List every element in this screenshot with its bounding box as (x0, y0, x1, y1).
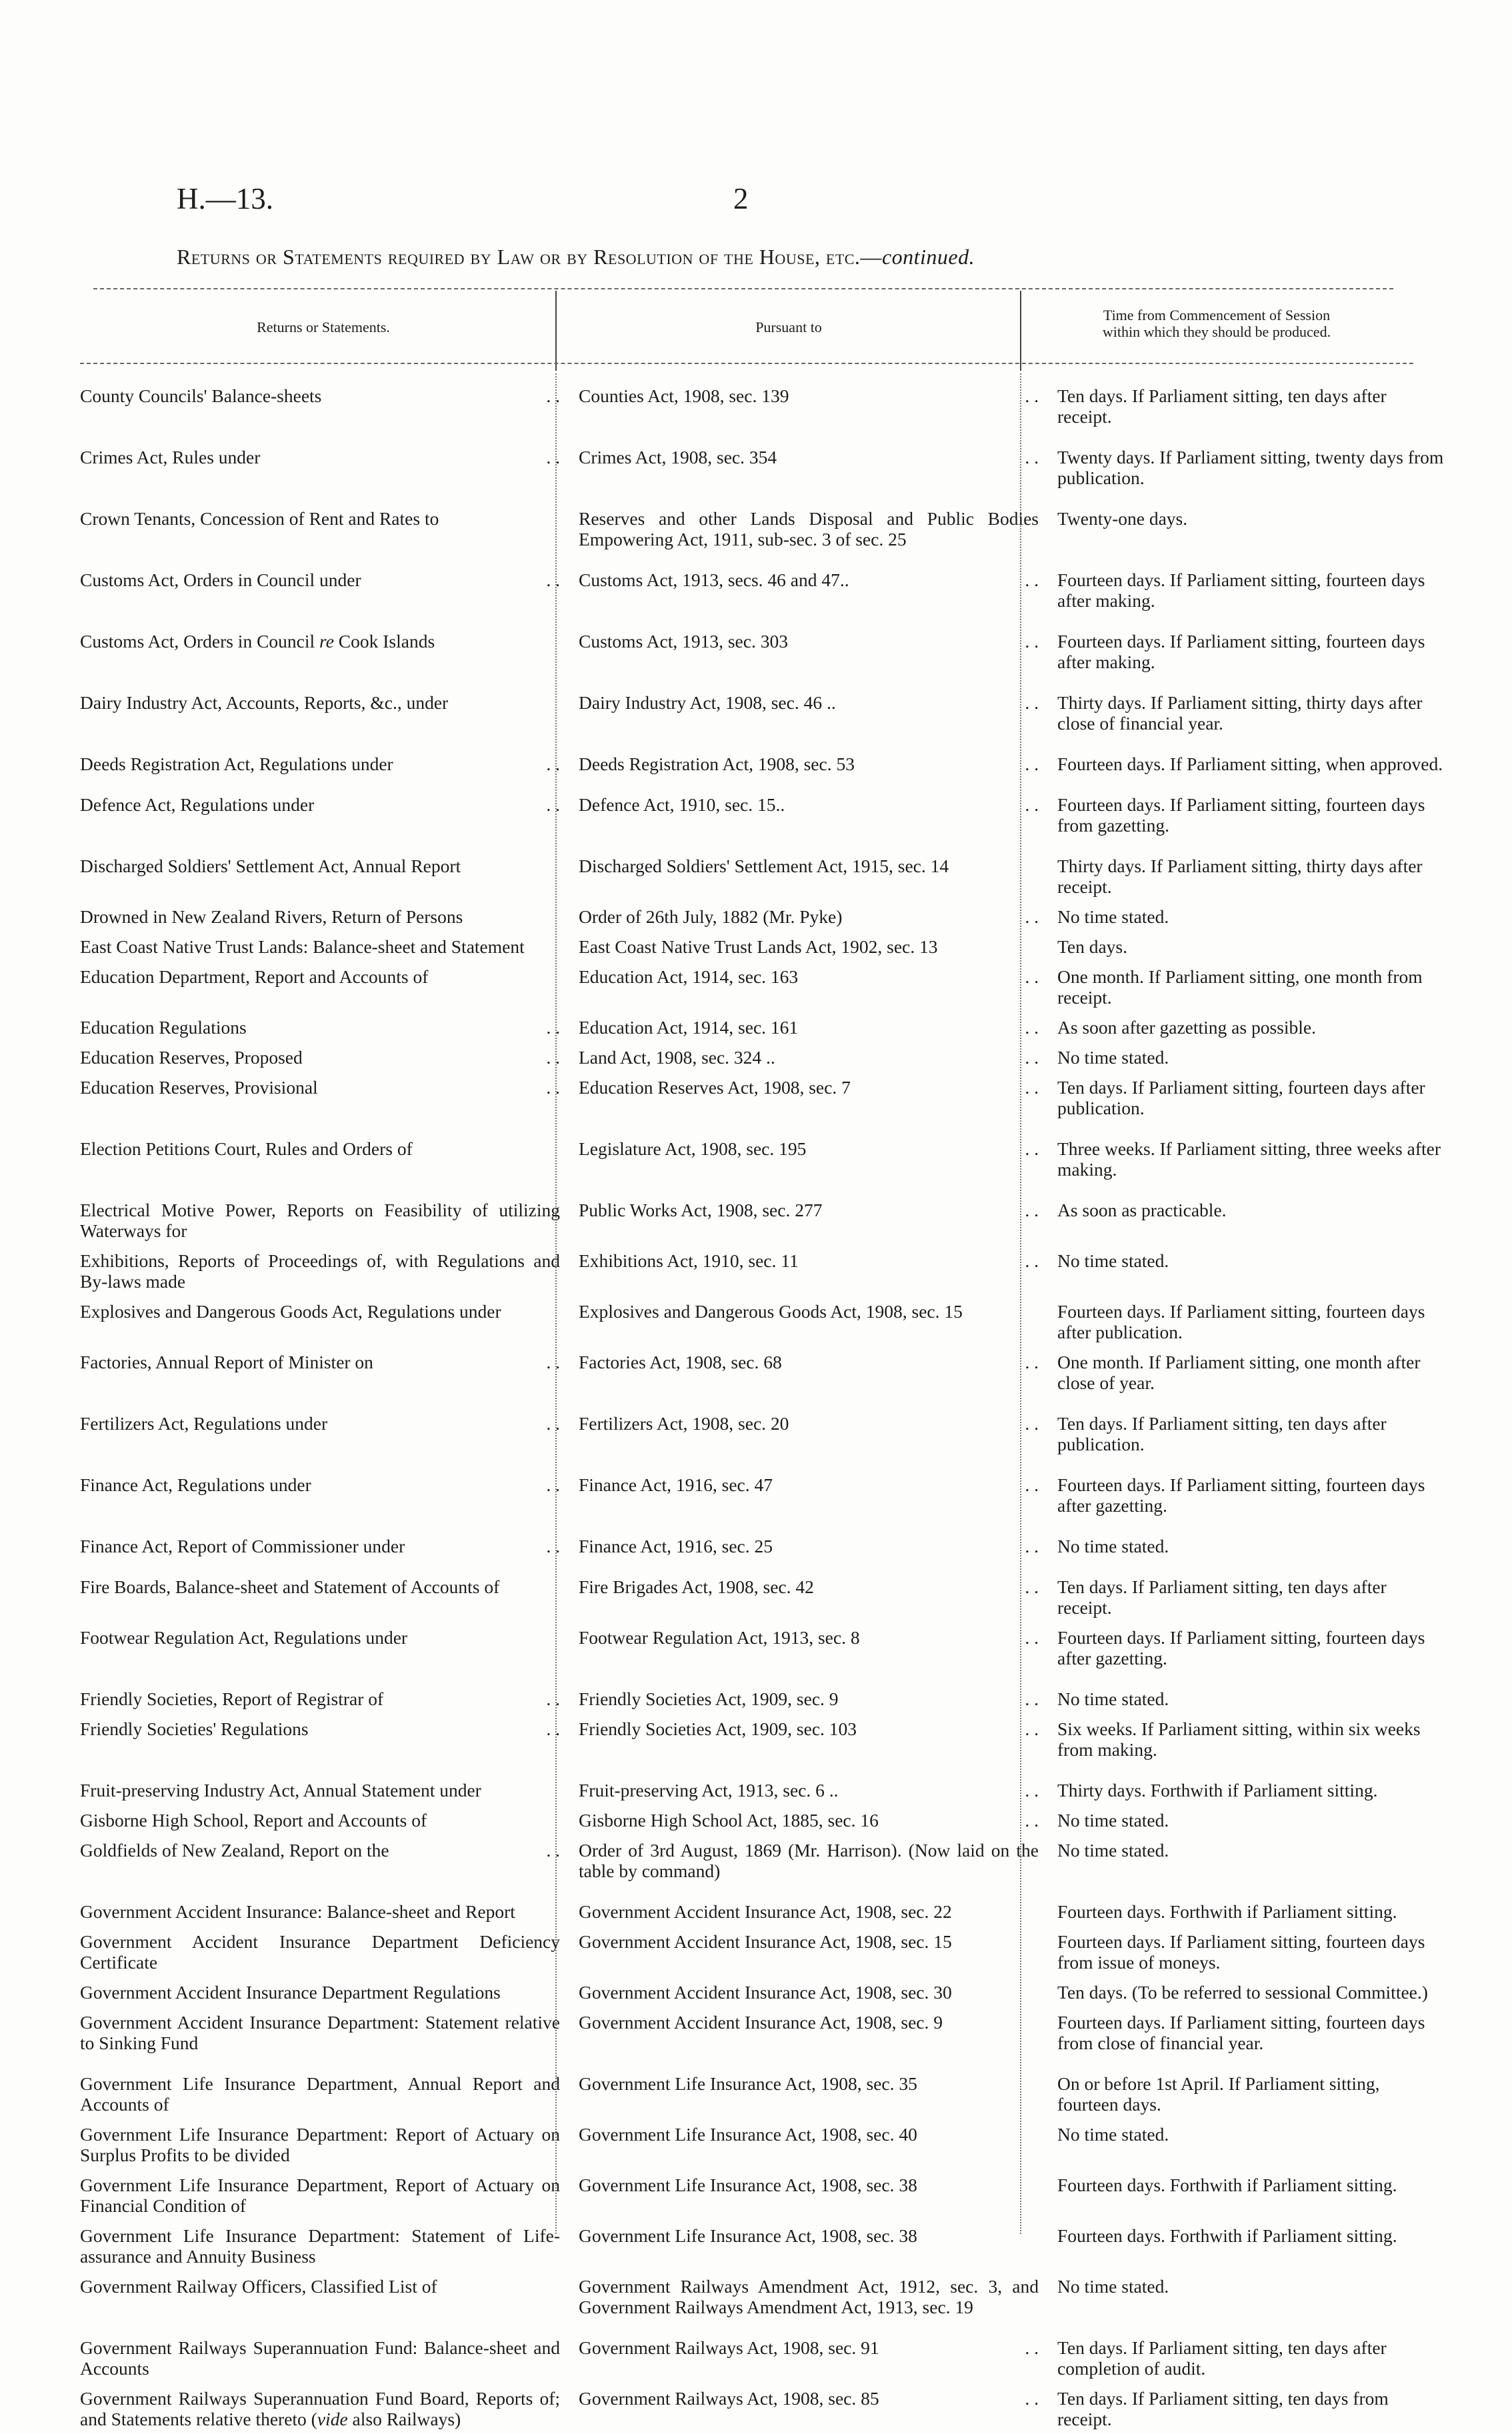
leader-dots: . . (546, 1474, 560, 1495)
time-cell: No time stated. (1057, 2276, 1169, 2297)
pursuant-cell: Footwear Regulation Act, 1913, sec. 8 . . (579, 1627, 1039, 1648)
time-cell: Three weeks. If Parliament sitting, three weeks after making. (1057, 1138, 1441, 1180)
row-spacer (0, 897, 1512, 906)
returns-cell: Fire Boards, Balance-sheet and Statement of Accounts of (80, 1576, 500, 1597)
time-cell: Fourteen days. If Parliament sitting, when approved. (1057, 754, 1443, 774)
pursuant-cell: Government Accident Insurance Act, 1908, sec. 30 (579, 1982, 952, 2003)
returns-cell: Exhibitions, Reports of Proceedings of, with Regulations and By-laws made (80, 1250, 560, 1292)
returns-cell: Defence Act, Regulations under . . (80, 794, 560, 815)
row-spacer (0, 1668, 1512, 1688)
row-spacer (0, 1118, 1512, 1138)
pursuant-cell: Government Accident Insurance Act, 1908, sec. 22 (579, 1901, 952, 1922)
time-cell: No time stated. (1057, 1250, 1169, 1271)
leader-dots: . . (546, 1047, 560, 1068)
leader-dots: . . (1025, 1627, 1039, 1648)
pursuant-cell: Government Railways Act, 1908, sec. 91 . . (579, 2337, 1039, 2358)
time-cell: Fourteen days. If Parliament sitting, fourteen days from issue of moneys. (1057, 1931, 1425, 1973)
table-row (0, 1352, 1512, 1393)
row-spacer (0, 2216, 1512, 2225)
pursuant-cell: Government Life Insurance Act, 1908, sec. 35 (579, 2073, 917, 2094)
pursuant-cell: Government Accident Insurance Act, 1908, sec. 15 (579, 1931, 952, 1952)
time-cell: No time stated. (1057, 1047, 1169, 1068)
row-spacer (0, 2379, 1512, 2388)
leader-dots: . . (1025, 966, 1039, 987)
returns-cell: Crown Tenants, Concession of Rent and Rates to (80, 508, 439, 529)
time-cell: Ten days. If Parliament sitting, ten days after completion of audit. (1057, 2337, 1387, 2379)
returns-cell: Government Life Insurance Department, Annual Report and Accounts of (80, 2073, 560, 2115)
pursuant-cell: Defence Act, 1910, sec. 15.. . . (579, 794, 1039, 815)
pursuant-cell: Government Railways Act, 1908, sec. 85 . . (579, 2388, 1039, 2409)
leader-dots: . . (1025, 1200, 1039, 1220)
page-number: 2 (733, 182, 749, 215)
table-row (0, 1901, 1512, 1922)
column-header-time-line1: Time from Commencement of Session (1103, 307, 1331, 323)
pursuant-cell: Public Works Act, 1908, sec. 277 . . (579, 1200, 1039, 1220)
pursuant-cell: Fertilizers Act, 1908, sec. 20 . . (579, 1413, 1039, 1434)
table-row (0, 1077, 1512, 1118)
vide-italic: vide (317, 2409, 348, 2429)
leader-dots: . . (1025, 2388, 1039, 2409)
table-row (0, 1576, 1512, 1618)
pursuant-cell: Government Life Insurance Act, 1908, sec. 38 (579, 2175, 917, 2195)
pursuant-cell: Friendly Societies Act, 1909, sec. 103 . . (579, 1718, 1039, 1739)
returns-cell: Finance Act, Report of Commissioner under . . (80, 1536, 560, 1556)
returns-cell: Friendly Societies' Regulations . . (80, 1718, 560, 1739)
time-cell: Fourteen days. Forthwith if Parliament sitting. (1057, 2175, 1397, 2195)
column-header-pursuant: Pursuant to (755, 319, 822, 335)
row-spacer (0, 1068, 1512, 1077)
returns-cell: Explosives and Dangerous Goods Act, Regulations under (80, 1301, 501, 1322)
time-cell: Fourteen days. Forthwith if Parliament sitting. (1057, 1901, 1397, 1922)
time-cell: Six weeks. If Parliament sitting, within six weeks from making. (1057, 1718, 1421, 1760)
pursuant-cell: Discharged Soldiers' Settlement Act, 1915, sec. 14 (579, 856, 949, 876)
pursuant-cell: Finance Act, 1916, sec. 47 . . (579, 1474, 1039, 1495)
row-spacer (0, 1038, 1512, 1047)
leader-dots: . . (1025, 1718, 1039, 1739)
table-row (0, 1931, 1512, 1973)
pursuant-cell: Customs Act, 1913, secs. 46 and 47.. . . (579, 569, 1039, 590)
time-cell: Twenty days. If Parliament sitting, twenty days from publication. (1057, 447, 1444, 488)
time-cell: Fourteen days. If Parliament sitting, fourteen days after making. (1057, 631, 1425, 672)
leader-dots: . . (1025, 1077, 1039, 1098)
row-spacer (0, 1241, 1512, 1250)
leader-dots: . . (546, 1688, 560, 1709)
leader-dots: . . (546, 569, 560, 590)
returns-cell: Gisborne High School, Report and Accounts of (80, 1810, 427, 1831)
returns-cell: Election Petitions Court, Rules and Orders of (80, 1138, 413, 1159)
page-title (177, 245, 1377, 269)
re-italic: re (319, 631, 334, 652)
returns-cell: Fertilizers Act, Regulations under . . (80, 1413, 560, 1434)
row-spacer (0, 1760, 1512, 1780)
row-spacer (0, 549, 1512, 569)
table-row (0, 447, 1512, 488)
leader-dots: . . (546, 1840, 560, 1861)
returns-cell: Customs Act, Orders in Council re Cook Islands (80, 631, 435, 652)
pursuant-cell: Government Life Insurance Act, 1908, sec. 40 (579, 2124, 917, 2145)
pursuant-cell: Exhibitions Act, 1910, sec. 11 . . (579, 1250, 1039, 1271)
table-row (0, 966, 1512, 1008)
returns-cell: Government Accident Insurance: Balance-sheet and Report (80, 1901, 515, 1922)
row-spacer (0, 1008, 1512, 1017)
row-spacer (0, 2267, 1512, 2276)
row-spacer (0, 1556, 1512, 1576)
leader-dots: . . (1025, 906, 1039, 927)
returns-cell: Goldfields of New Zealand, Report on the . . (80, 1840, 560, 1861)
pursuant-cell: Gisborne High School Act, 1885, sec. 16 . . (579, 1810, 1039, 1831)
time-cell: No time stated. (1057, 906, 1169, 927)
table-row (0, 1250, 1512, 1292)
time-cell: Fourteen days. If Parliament sitting, fourteen days from gazetting. (1057, 794, 1425, 836)
pursuant-cell: Explosives and Dangerous Goods Act, 1908, sec. 15 (579, 1301, 963, 1322)
time-cell: No time stated. (1057, 2124, 1169, 2145)
pursuant-cell: Finance Act, 1916, sec. 25 . . (579, 1536, 1039, 1556)
time-cell: Thirty days. Forthwith if Parliament sitting. (1057, 1780, 1378, 1800)
time-cell: Fourteen days. If Parliament sitting, fourteen days after publication. (1057, 1301, 1425, 1342)
returns-cell: Fruit-preserving Industry Act, Annual Statement under (80, 1780, 481, 1800)
table-row (0, 2388, 1512, 2429)
table-row (0, 1536, 1512, 1556)
pursuant-cell: Government Accident Insurance Act, 1908, sec. 9 (579, 2012, 943, 2033)
time-cell: Fourteen days. If Parliament sitting, fourteen days after making. (1057, 569, 1425, 611)
table-row (0, 2073, 1512, 2115)
pursuant-cell: Land Act, 1908, sec. 324 .. . . (579, 1047, 1039, 1068)
time-cell: Ten days. (1057, 936, 1127, 957)
column-header-time-line2: within which they should be produced. (1102, 323, 1331, 340)
table-row (0, 2337, 1512, 2379)
table-row (0, 856, 1512, 897)
time-cell: No time stated. (1057, 1810, 1169, 1831)
row-spacer (0, 1973, 1512, 1982)
table-row (0, 906, 1512, 927)
returns-cell: Education Regulations . . (80, 1017, 560, 1038)
pursuant-cell: Order of 3rd August, 1869 (Mr. Harrison). (Now laid on the table by command) (579, 1840, 1039, 1881)
time-cell: Fourteen days. If Parliament sitting, fourteen days after gazetting. (1057, 1627, 1425, 1668)
leader-dots: . . (1025, 1352, 1039, 1372)
time-cell: Ten days. If Parliament sitting, ten days from receipt. (1057, 2388, 1389, 2429)
table-row (0, 1017, 1512, 1038)
leader-dots: . . (546, 1352, 560, 1372)
leader-dots: . . (1025, 1536, 1039, 1556)
table-row (0, 692, 1512, 734)
returns-cell: Finance Act, Regulations under . . (80, 1474, 560, 1495)
time-cell: Ten days. If Parliament sitting, ten days after publication. (1057, 1413, 1387, 1454)
leader-dots: . . (1025, 692, 1039, 713)
leader-dots: . . (546, 754, 560, 774)
leader-dots: . . (546, 794, 560, 815)
column-header-time (1023, 307, 1410, 340)
leader-dots: . . (546, 1017, 560, 1038)
column-divider-header-2 (1020, 291, 1021, 371)
row-spacer (0, 1454, 1512, 1474)
returns-cell: Dairy Industry Act, Accounts, Reports, &c., under (80, 692, 449, 713)
row-spacer (0, 427, 1512, 447)
time-cell: As soon as practicable. (1057, 1200, 1227, 1220)
pursuant-cell: Order of 26th July, 1882 (Mr. Pyke) . . (579, 906, 1039, 927)
returns-cell: Education Reserves, Proposed . . (80, 1047, 560, 1068)
leader-dots: . . (1025, 1810, 1039, 1831)
pursuant-cell: Dairy Industry Act, 1908, sec. 46 .. . . (579, 692, 1039, 713)
table-row (0, 2175, 1512, 2216)
returns-cell: County Councils' Balance-sheets . . (80, 385, 560, 406)
pursuant-cell: Factories Act, 1908, sec. 68 . . (579, 1352, 1039, 1372)
pursuant-cell: Government Railways Amendment Act, 1912, sec. 3, and Government Railways Amendment Act, 1913, sec. 19 (579, 2276, 1039, 2317)
table-row (0, 1627, 1512, 1668)
time-cell: No time stated. (1057, 1688, 1169, 1709)
returns-cell: Government Life Insurance Department: Statement of Life-assurance and Annuity Business (80, 2225, 560, 2267)
returns-cell: Drowned in New Zealand Rivers, Return of Persons (80, 906, 463, 927)
leader-dots: . . (1025, 1250, 1039, 1271)
table-row (0, 569, 1512, 611)
time-cell: Ten days. If Parliament sitting, ten days after receipt. (1057, 385, 1387, 427)
row-spacer (0, 1881, 1512, 1901)
table-row (0, 754, 1512, 774)
leader-dots: . . (546, 1536, 560, 1556)
returns-cell: East Coast Native Trust Lands: Balance-sheet and Statement (80, 936, 525, 957)
pursuant-cell: Counties Act, 1908, sec. 139 . . (579, 385, 1039, 406)
table-row (0, 2124, 1512, 2165)
time-cell: Fourteen days. Forthwith if Parliament sitting. (1057, 2225, 1397, 2246)
returns-cell: Electrical Motive Power, Reports on Feasibility of utilizing Waterways for (80, 1200, 560, 1241)
table-row (0, 2225, 1512, 2267)
time-cell: One month. If Parliament sitting, one month from receipt. (1057, 966, 1423, 1008)
leader-dots: . . (1025, 569, 1039, 590)
returns-cell: Government Life Insurance Department: Report of Actuary on Surplus Profits to be divided (80, 2124, 560, 2165)
table-row (0, 1718, 1512, 1760)
row-spacer (0, 2317, 1512, 2337)
leader-dots: . . (546, 385, 560, 406)
time-cell: Fourteen days. If Parliament sitting, fourteen days from close of financial year. (1057, 2012, 1425, 2053)
row-spacer (0, 1831, 1512, 1840)
returns-cell: Deeds Registration Act, Regulations under . . (80, 754, 560, 774)
returns-cell: Education Department, Report and Accounts of (80, 966, 429, 987)
row-spacer (0, 2053, 1512, 2073)
row-spacer (0, 774, 1512, 794)
leader-dots: . . (1025, 1688, 1039, 1709)
pursuant-cell: Fire Brigades Act, 1908, sec. 42 . . (579, 1576, 1039, 1597)
row-spacer (0, 1800, 1512, 1810)
pursuant-cell: Customs Act, 1913, sec. 303 . . (579, 631, 1039, 652)
leader-dots: . . (546, 1413, 560, 1434)
column-header-returns: Returns or Statements. (257, 319, 390, 335)
table-row (0, 1688, 1512, 1709)
pursuant-cell: East Coast Native Trust Lands Act, 1902, sec. 13 (579, 936, 938, 957)
page-title-main: Returns or Statements required by Law or by Resolution of the House, etc.— (177, 245, 882, 269)
table-row (0, 936, 1512, 957)
pursuant-cell: Education Act, 1914, sec. 161 . . (579, 1017, 1039, 1038)
row-spacer (0, 1922, 1512, 1931)
row-spacer (0, 2115, 1512, 2124)
pursuant-cell: Reserves and other Lands Disposal and Public Bodies Empowering Act, 1911, sub-sec. 3 of sec. 25 (579, 508, 1039, 549)
leader-dots: . . (1025, 1413, 1039, 1434)
returns-cell: Government Railways Superannuation Fund: Balance-sheet and Accounts (80, 2337, 560, 2379)
time-cell: Fourteen days. If Parliament sitting, fourteen days after gazetting. (1057, 1474, 1425, 1516)
time-cell: Ten days. If Parliament sitting, ten days after receipt. (1057, 1576, 1387, 1618)
row-spacer (0, 2165, 1512, 2175)
time-cell: One month. If Parliament sitting, one month after close of year. (1057, 1352, 1421, 1393)
leader-dots: . . (1025, 1780, 1039, 1800)
row-spacer (0, 1342, 1512, 1352)
pursuant-cell: Education Act, 1914, sec. 163 . . (579, 966, 1039, 987)
table-row (0, 2012, 1512, 2053)
row-spacer (0, 957, 1512, 966)
table-row (0, 1810, 1512, 1831)
table-row (0, 508, 1512, 549)
row-spacer (0, 1393, 1512, 1413)
row-spacer (0, 1618, 1512, 1627)
time-cell: On or before 1st April. If Parliament sitting, fourteen days. (1057, 2073, 1380, 2115)
pursuant-cell: Government Life Insurance Act, 1908, sec. 38 (579, 2225, 917, 2246)
row-spacer (0, 1292, 1512, 1301)
leader-dots: . . (1025, 794, 1039, 815)
column-divider-header-1 (555, 291, 557, 371)
pursuant-cell: Legislature Act, 1908, sec. 195 . . (579, 1138, 1039, 1159)
page-title-continued: continued. (881, 245, 975, 269)
pursuant-cell: Deeds Registration Act, 1908, sec. 53 . . (579, 754, 1039, 774)
time-cell: Thirty days. If Parliament sitting, thirty days after receipt. (1057, 856, 1423, 897)
table-row (0, 1047, 1512, 1068)
returns-cell: Government Accident Insurance Department Regulations (80, 1982, 501, 2003)
row-spacer (0, 1709, 1512, 1718)
leader-dots: . . (1025, 1474, 1039, 1495)
time-cell: Ten days. If Parliament sitting, fourteen days after publication. (1057, 1077, 1425, 1118)
returns-table (0, 385, 1512, 2429)
pursuant-cell: Friendly Societies Act, 1909, sec. 9 . . (579, 1688, 1039, 1709)
time-cell: Thirty days. If Parliament sitting, thirty days after close of financial year. (1057, 692, 1423, 734)
leader-dots: . . (1025, 631, 1039, 652)
time-cell: No time stated. (1057, 1840, 1169, 1861)
table-row (0, 1780, 1512, 1800)
table-row (0, 1413, 1512, 1454)
returns-cell: Government Accident Insurance Department: Statement relative to Sinking Fund (80, 2012, 560, 2053)
row-spacer (0, 734, 1512, 754)
returns-cell: Friendly Societies, Report of Registrar of . . (80, 1688, 560, 1709)
table-row (0, 631, 1512, 672)
leader-dots: . . (546, 1718, 560, 1739)
table-row (0, 1840, 1512, 1881)
time-cell: No time stated. (1057, 1536, 1169, 1556)
leader-dots: . . (1025, 1047, 1039, 1068)
row-spacer (0, 611, 1512, 631)
table-row (0, 1982, 1512, 2003)
row-spacer (0, 1180, 1512, 1200)
table-row (0, 2276, 1512, 2317)
row-spacer (0, 2003, 1512, 2012)
returns-cell: Government Railways Superannuation Fund Board, Reports of; and Statements relative thereto (vide also Railways) (80, 2388, 560, 2429)
leader-dots: . . (1025, 1576, 1039, 1597)
pursuant-cell: Crimes Act, 1908, sec. 354 . . (579, 447, 1039, 467)
returns-cell: Factories, Annual Report of Minister on . . (80, 1352, 560, 1372)
returns-cell: Education Reserves, Provisional . . (80, 1077, 560, 1098)
leader-dots: . . (546, 1077, 560, 1098)
time-cell: Twenty-one days. (1057, 508, 1188, 529)
leader-dots: . . (1025, 1017, 1039, 1038)
document-reference: H.—13. (177, 182, 273, 215)
header-rule-top (93, 288, 1393, 289)
table-row (0, 385, 1512, 427)
leader-dots: . . (1025, 754, 1039, 774)
row-spacer (0, 672, 1512, 692)
header-rule-bottom (80, 363, 1413, 364)
row-spacer (0, 836, 1512, 856)
table-row (0, 1200, 1512, 1241)
time-cell: As soon after gazetting as possible. (1057, 1017, 1316, 1038)
leader-dots: . . (1025, 385, 1039, 406)
returns-cell: Government Life Insurance Department, Report of Actuary on Financial Condition of (80, 2175, 560, 2216)
table-row (0, 1301, 1512, 1342)
row-spacer (0, 488, 1512, 508)
leader-dots: . . (1025, 1138, 1039, 1159)
time-cell: Ten days. (To be referred to sessional Committee.) (1057, 1982, 1428, 2003)
leader-dots: . . (546, 447, 560, 467)
returns-cell: Government Railway Officers, Classified List of (80, 2276, 437, 2297)
leader-dots: . . (1025, 2337, 1039, 2358)
table-row (0, 1138, 1512, 1180)
table-row (0, 1474, 1512, 1516)
table-row (0, 794, 1512, 836)
pursuant-cell: Fruit-preserving Act, 1913, sec. 6 .. . . (579, 1780, 1039, 1800)
row-spacer (0, 1516, 1512, 1536)
returns-cell: Customs Act, Orders in Council under . . (80, 569, 560, 590)
returns-cell: Discharged Soldiers' Settlement Act, Annual Report (80, 856, 461, 876)
returns-cell: Footwear Regulation Act, Regulations under (80, 1627, 408, 1648)
pursuant-cell: Education Reserves Act, 1908, sec. 7 . . (579, 1077, 1039, 1098)
row-spacer (0, 927, 1512, 936)
leader-dots: . . (1025, 447, 1039, 467)
returns-cell: Crimes Act, Rules under . . (80, 447, 560, 467)
returns-cell: Government Accident Insurance Department Deficiency Certificate (80, 1931, 560, 1973)
